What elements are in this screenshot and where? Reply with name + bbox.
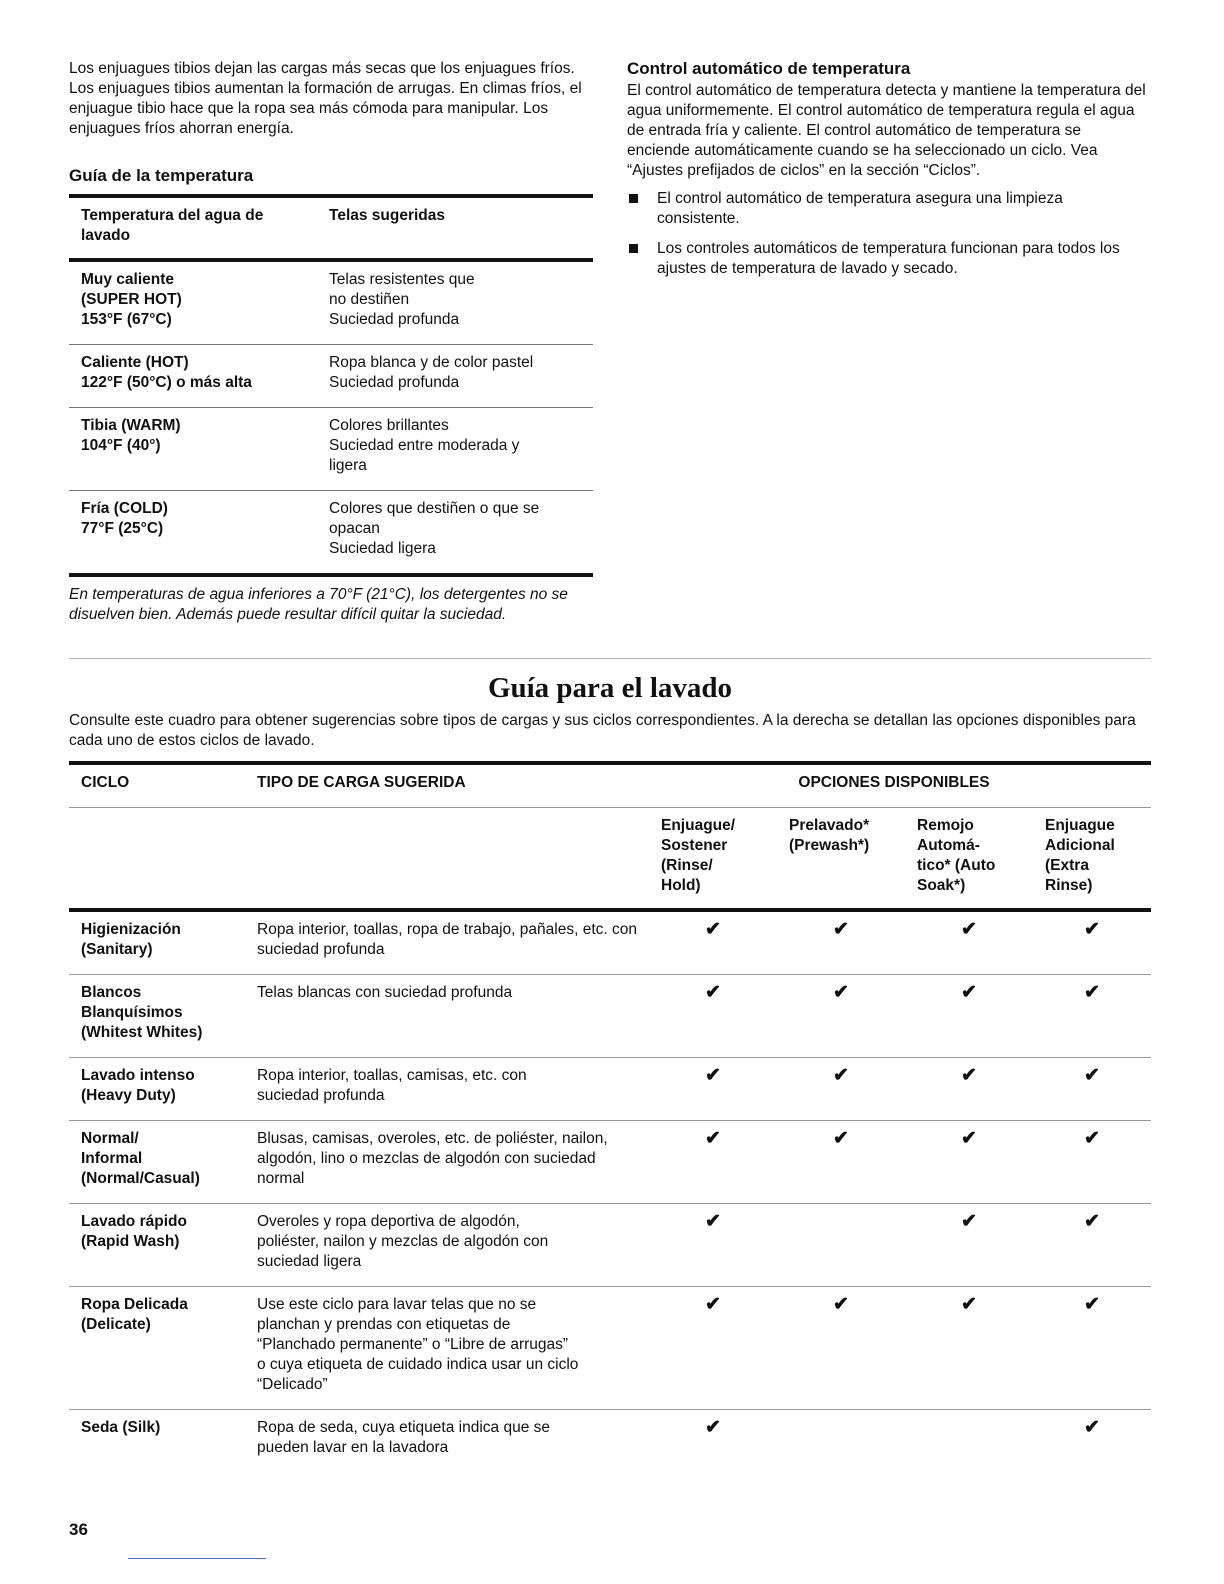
cycle-name: Seda (Silk)	[81, 1419, 161, 1436]
bullet-text: El control automático de temperatura asegura una limpieza consistente.	[657, 190, 1063, 227]
prewash-header	[777, 808, 905, 911]
extra-rinse-check-icon: ✔	[1084, 982, 1100, 1003]
fabrics-text: Colores brillantes Suciedad entre moderada y ligera	[329, 417, 520, 474]
option-cell	[649, 1287, 777, 1410]
washing-guide-table	[69, 761, 1151, 1472]
rinse-hold-check-icon: ✔	[705, 1128, 721, 1149]
right-column	[627, 59, 1147, 289]
extra-rinse-check-icon: ✔	[1084, 1065, 1100, 1086]
option-cell	[649, 1204, 777, 1287]
extra-rinse-header	[1033, 808, 1151, 911]
prewash-check-icon: ✔	[833, 919, 849, 940]
washing-guide-intro: Consulte este cuadro para obtener sugerencias sobre tipos de cargas y sus ciclos correspondientes. A la derecha se detallan las opciones disponibles para cada uno de estos ciclos de lavado.	[69, 712, 1136, 749]
available-options-header: OPCIONES DISPONIBLES	[798, 774, 990, 791]
fabrics-text: Colores que destiñen o que se opacan Suciedad ligera	[329, 500, 540, 557]
auto-soak-check-icon: ✔	[961, 1294, 977, 1315]
section-divider	[69, 658, 1151, 659]
temperature-cell	[69, 345, 317, 408]
option-cell	[649, 1121, 777, 1204]
fabrics-text: Ropa blanca y de color pastel Suciedad profunda	[329, 354, 534, 391]
auto-soak-check-icon: ✔	[961, 982, 977, 1003]
cycle-cell	[69, 1287, 245, 1410]
guide-header-row	[69, 763, 1151, 808]
rinse-hold-check-icon: ✔	[705, 1065, 721, 1086]
guide-table-body	[69, 910, 1151, 1472]
square-bullet-icon	[629, 194, 638, 203]
option-cell	[777, 910, 905, 975]
suggested-fabrics-header: Telas sugeridas	[329, 207, 446, 224]
table-row	[69, 1121, 1151, 1204]
load-type-header: TIPO DE CARGA SUGERIDA	[257, 774, 466, 791]
load-type-cell	[245, 1410, 649, 1473]
washing-guide-title: Guía para el lavado	[487, 672, 733, 704]
cycle-cell	[69, 975, 245, 1058]
cycle-name: Normal/ Informal (Normal/Casual)	[81, 1130, 200, 1187]
extra-rinse-check-icon: ✔	[1084, 1294, 1100, 1315]
rinse-hold-check-icon: ✔	[705, 1211, 721, 1232]
table-row	[69, 1410, 1151, 1473]
table-row	[69, 260, 593, 345]
option-cell	[649, 1410, 777, 1473]
square-bullet-icon	[629, 244, 638, 253]
load-type-text: Use este ciclo para lavar telas que no se planchan y prendas con etiquetas de “Planchado permanente” o “Libre de arrugas” o cuya etiqueta de cuidado indica usar un ciclo “Delicado”	[257, 1296, 579, 1393]
option-header-text: Enjuague Adicional (Extra Rinse)	[1045, 817, 1115, 894]
load-type-text: Blusas, camisas, overoles, etc. de poliéster, nailon, algodón, lino o mezclas de algodón con suciedad normal	[257, 1130, 608, 1187]
bullet-text: Los controles automáticos de temperatura funcionan para todos los ajustes de temperatura de lavado y secado.	[657, 240, 1120, 277]
prewash-check-icon: ✔	[833, 1065, 849, 1086]
fabrics-cell	[317, 408, 593, 491]
temperature-table-header-row	[69, 196, 593, 260]
rinse-intro-paragraph: Los enjuagues tibios dejan las cargas más secas que los enjuagues fríos. Los enjuagues tibios aumentan la formación de arrugas. En climas fríos, el enjuague tibio hace que la ropa sea más cómoda para manipular. Los enjuagues fríos ahorran energía.	[69, 60, 582, 137]
option-cell	[777, 1121, 905, 1204]
option-cell	[777, 1058, 905, 1121]
auto-temp-bullet-list	[627, 189, 1147, 279]
empty-header-cell	[245, 808, 649, 911]
cycle-name: Lavado intenso (Heavy Duty)	[81, 1067, 195, 1104]
option-cell	[1033, 1410, 1151, 1473]
left-column	[69, 59, 593, 625]
cycle-cell	[69, 910, 245, 975]
auto-soak-header	[905, 808, 1033, 911]
auto-soak-check-icon: ✔	[961, 1128, 977, 1149]
load-type-cell	[245, 1121, 649, 1204]
option-header-text: Remojo Automá- tico* (Auto Soak*)	[917, 817, 996, 894]
temperature-cell	[69, 260, 317, 345]
table-row	[69, 910, 1151, 975]
option-cell	[1033, 1287, 1151, 1410]
option-cell	[905, 1121, 1033, 1204]
option-header-text: Prelavado* (Prewash*)	[789, 817, 870, 854]
fabrics-cell	[317, 260, 593, 345]
temperature-note: En temperaturas de agua inferiores a 70°F (21°C), los detergentes no se disuelven bien. Además puede resultar difícil quitar la suciedad.	[69, 586, 568, 623]
cycle-cell	[69, 1058, 245, 1121]
option-cell	[777, 1410, 905, 1473]
extra-rinse-check-icon: ✔	[1084, 1211, 1100, 1232]
table-row	[69, 1058, 1151, 1121]
empty-header-cell	[69, 808, 245, 911]
prewash-check-icon: ✔	[833, 982, 849, 1003]
load-type-cell	[245, 1287, 649, 1410]
list-item	[627, 189, 1147, 229]
option-cell	[777, 975, 905, 1058]
rinse-hold-check-icon: ✔	[705, 1294, 721, 1315]
table-row	[69, 408, 593, 491]
rinse-hold-check-icon: ✔	[705, 982, 721, 1003]
temperature-text: Muy caliente (SUPER HOT) 153°F (67°C)	[81, 271, 182, 328]
temperature-cell	[69, 408, 317, 491]
auto-soak-check-icon: ✔	[961, 919, 977, 940]
option-cell	[905, 1204, 1033, 1287]
option-cell	[777, 1287, 905, 1410]
cycle-name: Higienización (Sanitary)	[81, 921, 181, 958]
option-cell	[1033, 1121, 1151, 1204]
cycle-header: CICLO	[81, 774, 130, 791]
auto-soak-check-icon: ✔	[961, 1065, 977, 1086]
option-cell	[1033, 975, 1151, 1058]
option-cell	[649, 910, 777, 975]
load-type-text: Ropa interior, toallas, camisas, etc. con suciedad profunda	[257, 1067, 527, 1104]
option-cell	[1033, 1058, 1151, 1121]
load-type-cell	[245, 1204, 649, 1287]
option-cell	[905, 910, 1033, 975]
temperature-text: Tibia (WARM) 104°F (40°)	[81, 417, 181, 454]
fabrics-text: Telas resistentes que no destiñen Suciedad profunda	[329, 271, 475, 328]
cycle-name: Blancos Blanquísimos (Whitest Whites)	[81, 984, 203, 1041]
extra-rinse-check-icon: ✔	[1084, 919, 1100, 940]
option-cell	[777, 1204, 905, 1287]
rinse-hold-check-icon: ✔	[705, 919, 721, 940]
rinse-hold-check-icon: ✔	[705, 1417, 721, 1438]
auto-temp-paragraph: El control automático de temperatura detecta y mantiene la temperatura del agua uniformemente. El control automático de temperatura regula el agua de entrada fría y caliente. El control automático de temperatura se enciende automáticamente cuando se ha seleccionado un ciclo. Vea “Ajustes prefijados de ciclos” en la sección “Ciclos”.	[627, 82, 1146, 179]
load-type-text: Telas blancas con suciedad profunda	[257, 984, 513, 1001]
table-row	[69, 975, 1151, 1058]
temperature-text: Fría (COLD) 77°F (25°C)	[81, 500, 168, 537]
load-type-text: Overoles y ropa deportiva de algodón, poliéster, nailon y mezclas de algodón con suciedad ligera	[257, 1213, 549, 1270]
extra-rinse-check-icon: ✔	[1084, 1417, 1100, 1438]
prewash-check-icon: ✔	[833, 1128, 849, 1149]
load-type-text: Ropa de seda, cuya etiqueta indica que se pueden lavar en la lavadora	[257, 1419, 550, 1456]
option-cell	[1033, 910, 1151, 975]
rinse-hold-header	[649, 808, 777, 911]
list-item	[627, 239, 1147, 279]
load-type-text: Ropa interior, toallas, ropa de trabajo, pañales, etc. con suciedad profunda	[257, 921, 637, 958]
temperature-cell	[69, 491, 317, 576]
temperature-text: Caliente (HOT) 122°F (50°C) o más alta	[81, 354, 252, 391]
cycle-name: Lavado rápido (Rapid Wash)	[81, 1213, 187, 1250]
table-row	[69, 491, 593, 576]
temperature-guide-heading: Guía de la temperatura	[69, 166, 254, 185]
option-cell	[905, 1058, 1033, 1121]
cycle-cell	[69, 1121, 245, 1204]
cycle-cell	[69, 1410, 245, 1473]
auto-temp-heading: Control automático de temperatura	[627, 59, 911, 78]
water-temperature-header: Temperatura del agua de lavado	[81, 207, 264, 244]
option-cell	[1033, 1204, 1151, 1287]
option-cell	[649, 1058, 777, 1121]
footer-line	[128, 1558, 266, 1559]
extra-rinse-check-icon: ✔	[1084, 1128, 1100, 1149]
cycle-cell	[69, 1204, 245, 1287]
auto-soak-check-icon: ✔	[961, 1211, 977, 1232]
option-header-text: Enjuague/ Sostener (Rinse/ Hold)	[661, 817, 736, 894]
load-type-cell	[245, 910, 649, 975]
fabrics-cell	[317, 491, 593, 576]
load-type-cell	[245, 975, 649, 1058]
page-number: 36	[69, 1520, 88, 1539]
table-row	[69, 1204, 1151, 1287]
load-type-cell	[245, 1058, 649, 1121]
table-row	[69, 1287, 1151, 1410]
washing-guide-section	[69, 672, 1151, 1472]
prewash-check-icon: ✔	[833, 1294, 849, 1315]
option-cell	[905, 1410, 1033, 1473]
cycle-name: Ropa Delicada (Delicate)	[81, 1296, 188, 1333]
options-subheader-row	[69, 808, 1151, 911]
option-cell	[905, 1287, 1033, 1410]
option-cell	[649, 975, 777, 1058]
table-row	[69, 345, 593, 408]
temperature-guide-table	[69, 194, 593, 577]
option-cell	[905, 975, 1033, 1058]
fabrics-cell	[317, 345, 593, 408]
